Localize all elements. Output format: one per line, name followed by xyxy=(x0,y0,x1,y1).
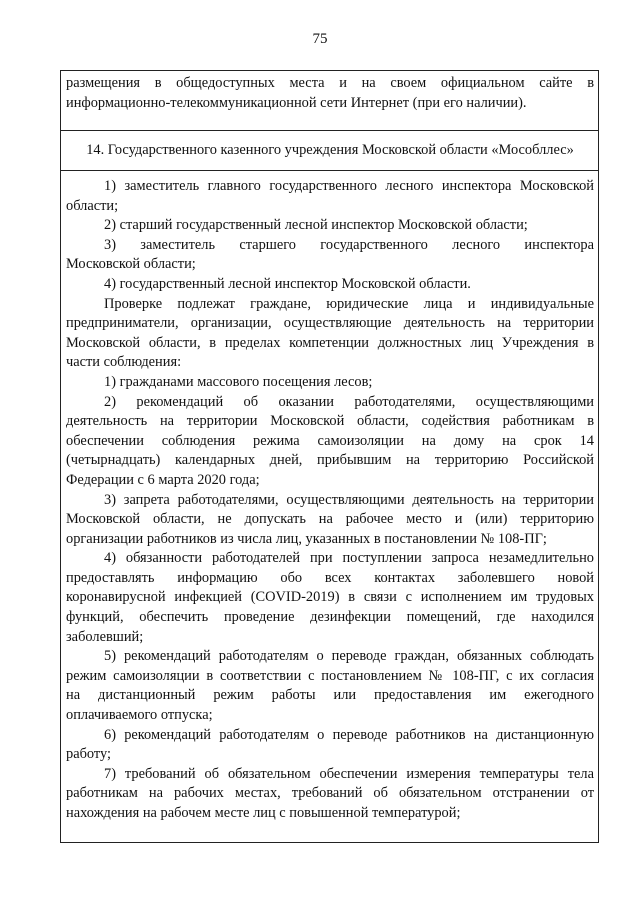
text-line: Московской области; xyxy=(66,256,196,273)
text-line: 4) государственный лесной инспектор Московской области. xyxy=(104,275,471,292)
table-cell-continuation xyxy=(61,71,598,131)
table-cell-body xyxy=(61,171,598,842)
text-line: 3) запрета работодателями, осуществляющими деятельность на территории xyxy=(104,491,594,508)
text-line: Московской области, в пределах компетенции должностных лиц Учреждения в xyxy=(66,334,594,351)
section-title: 14. Государственного казенного учреждения Московской области «Мособллес» xyxy=(86,142,574,158)
text-line: предприниматели, организации, осуществляющие деятельность на территории xyxy=(66,315,594,332)
text-line: оплачиваемого отпуска; xyxy=(66,707,213,724)
text-line: 6) рекомендаций работодателям о переводе работников на дистанционную xyxy=(104,726,594,743)
text-line: режим самоизоляции в соответствии с постановлением № 108-ПГ, с их согласия xyxy=(66,667,594,684)
text-line: (четырнадцать) календарных дней, прибывшим на территорию Российской xyxy=(66,452,594,469)
text-line: 3) заместитель старшего государственного лесного инспектора xyxy=(104,236,594,253)
text-line: части соблюдения: xyxy=(66,354,182,371)
text-line: работу; xyxy=(66,746,112,763)
text-line: 2) старший государственный лесной инспектор Московской области; xyxy=(104,217,528,234)
text-line: 2) рекомендаций об оказании работодателями, осуществляющими xyxy=(104,393,594,410)
text-line: деятельность на территории Московской области, содействия работникам в xyxy=(66,413,594,430)
table-cell-section-title xyxy=(61,131,598,171)
text-line: 1) заместитель главного государственного лесного инспектора Московской xyxy=(104,178,594,194)
text-line: на дистанционный режим работы или предоставления им ежегодного xyxy=(66,687,594,704)
text-line: заболевший; xyxy=(66,628,144,645)
text-line: Московской области, не допускать на рабочее место и (или) территорию xyxy=(66,511,594,528)
text-line: коронавирусной инфекцией (COVID-2019) в связи с исполнением им трудовых xyxy=(66,589,594,606)
text-line: размещения в общедоступных места и на своем официальном сайте в xyxy=(66,75,594,91)
document-table xyxy=(60,70,599,843)
text-line: 4) обязанности работодателей при поступлении запроса незамедлительно xyxy=(104,550,594,567)
text-line: информационно-телекоммуникационной сети Интернет (при его наличии). xyxy=(66,94,527,111)
text-line: 7) требований об обязательном обеспечении измерения температуры тела xyxy=(104,765,594,782)
text-line: области; xyxy=(66,197,119,214)
text-line: Федерации с 6 марта 2020 года; xyxy=(66,471,260,488)
text-line: обеспечении соблюдения режима самоизоляции на дому на срок 14 xyxy=(66,432,594,449)
text-line: работникам на рабочих местах, требований об обязательном отстранении от xyxy=(66,785,594,802)
page-number: 75 xyxy=(312,31,328,47)
text-line: нахождения на рабочем месте лиц с повышенной температурой; xyxy=(66,805,461,821)
text-line: организации работников из числа лиц, указанных в постановлении № 108-ПГ; xyxy=(66,530,547,547)
text-line: 5) рекомендаций работодателям о переводе граждан, обязанных соблюдать xyxy=(104,648,594,665)
text-line: функций, обеспечить проведение дезинфекции помещений, где находился xyxy=(66,609,594,626)
text-line: предоставлять информацию обо всех контактах заболевшего новой xyxy=(66,569,594,586)
text-line: 1) гражданами массового посещения лесов; xyxy=(104,373,373,390)
text-line: Проверке подлежат граждане, юридические лица и индивидуальные xyxy=(104,295,594,312)
